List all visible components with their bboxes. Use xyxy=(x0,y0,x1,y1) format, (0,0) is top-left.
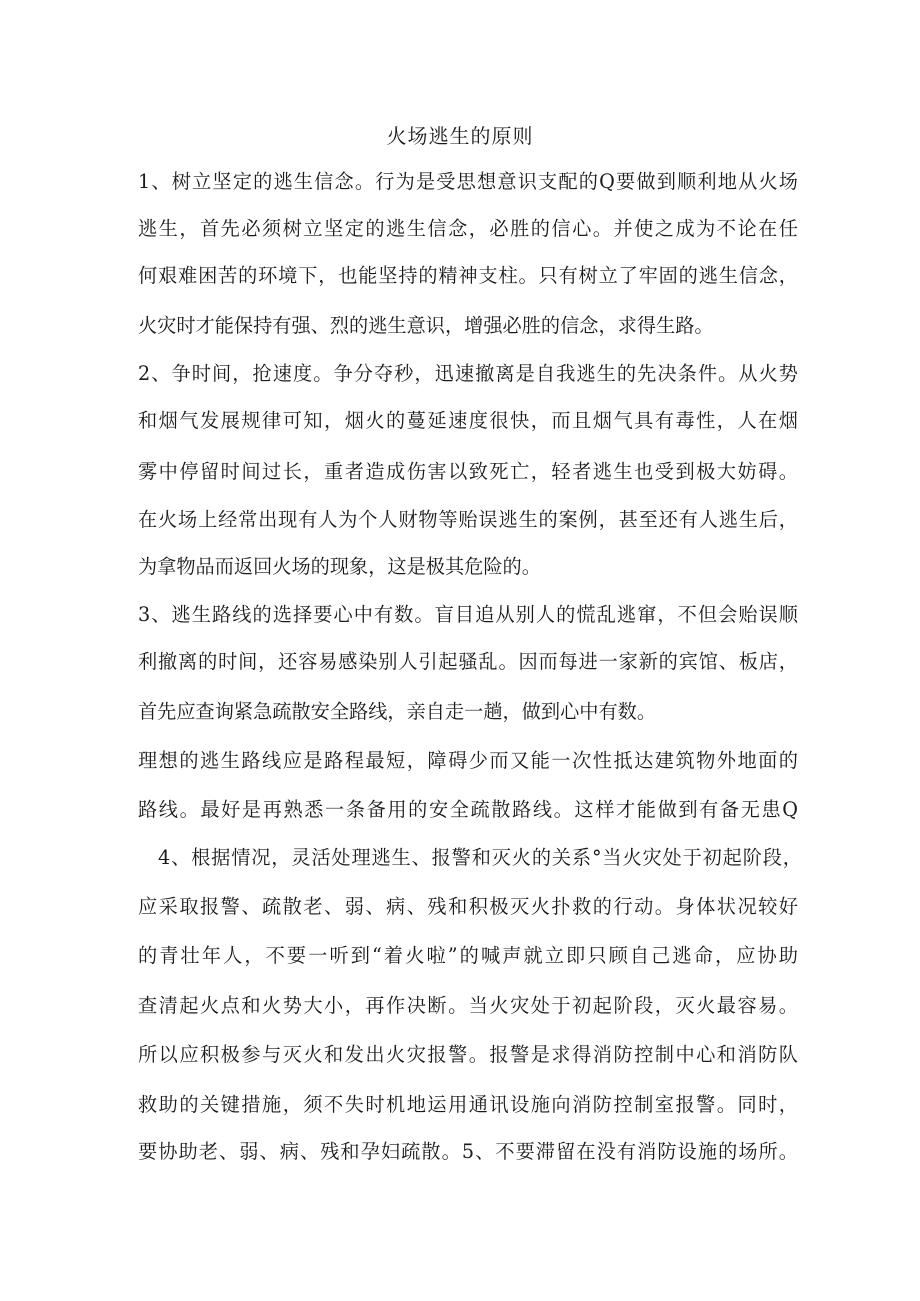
text-line-10: 3、逃生路线的选择要心中有数。盲目追从别人的慌乱逃窜，不但会贻误顺 xyxy=(138,603,798,626)
text-line-8: 在火场上经常出现有人为个人财物等贻误逃生的案例，甚至还有人逃生后， xyxy=(138,508,798,531)
text-line-20: 救助的关键措施，须不失时机地运用通讯设施向消防控制室报警。同时， xyxy=(138,1093,798,1116)
text-line-1: 1、树立坚定的逃生信念。行为是受思想意识支配的Q要做到顺利地从火场 xyxy=(138,170,798,193)
text-line-13: 理想的逃生路线应是路程最短，障碍少而又能一次性抵达建筑物外地面的 xyxy=(138,749,798,772)
text-line-19: 所以应积极参与灭火和发出火灾报警。报警是求得消防控制中心和消防队 xyxy=(138,1043,798,1066)
text-line-6: 和烟气发展规律可知，烟火的蔓延速度很快，而且烟气具有毒性，人在烟 xyxy=(138,409,798,432)
text-line-2: 逃生，首先必须树立坚定的逃生信念，必胜的信心。并使之成为不论在任 xyxy=(138,217,798,240)
text-line-3: 何艰难困苦的环境下，也能坚持的精神支柱。只有树立了牢固的逃生信念， xyxy=(138,264,798,287)
text-line-17: 的青壮年人，不要一听到“着火啦”的喊声就立即只顾自己逃命，应协助 xyxy=(138,944,798,967)
page-title: 火场逃生的原则 xyxy=(386,124,534,148)
text-line-14: 路线。最好是再熟悉一条备用的安全疏散路线。这样才能做到有备无患Q xyxy=(138,798,798,821)
text-line-4: 火灾时才能保持有强、烈的逃生意识，增强必胜的信念，求得生路。 xyxy=(138,314,714,337)
text-line-9: 为拿物品而返回火场的现象，这是极其危险的。 xyxy=(138,555,541,578)
text-line-7: 雾中停留时间过长，重者造成伤害以致死亡，轻者逃生也受到极大妨碍。 xyxy=(138,460,798,483)
text-line-12: 首先应查询紧急疏散安全路线，亲自走一趟，做到心中有数。 xyxy=(138,700,657,723)
text-line-11: 利撤离的时间，还容易感染别人引起骚乱。因而每进一家新的宾馆、板店， xyxy=(138,650,798,673)
text-line-16: 应采取报警、疏散老、弱、病、残和积极灭火扑救的行动。身体状况较好 xyxy=(138,895,798,918)
text-line-18: 查清起火点和火势大小，再作决断。当火灾处于初起阶段，灭火最容易。 xyxy=(138,994,798,1017)
text-line-5: 2、争时间，抢速度。争分夺秒，迅速撤离是自我逃生的先决条件。从火势 xyxy=(138,362,798,385)
text-line-21: 要协助老、弱、病、残和孕妇疏散。5、不要滞留在没有消防设施的场所。 xyxy=(138,1140,798,1163)
text-line-15: 4、根据情况，灵活处理逃生、报警和灭火的关系°当火灾处于初起阶段， xyxy=(158,846,802,869)
